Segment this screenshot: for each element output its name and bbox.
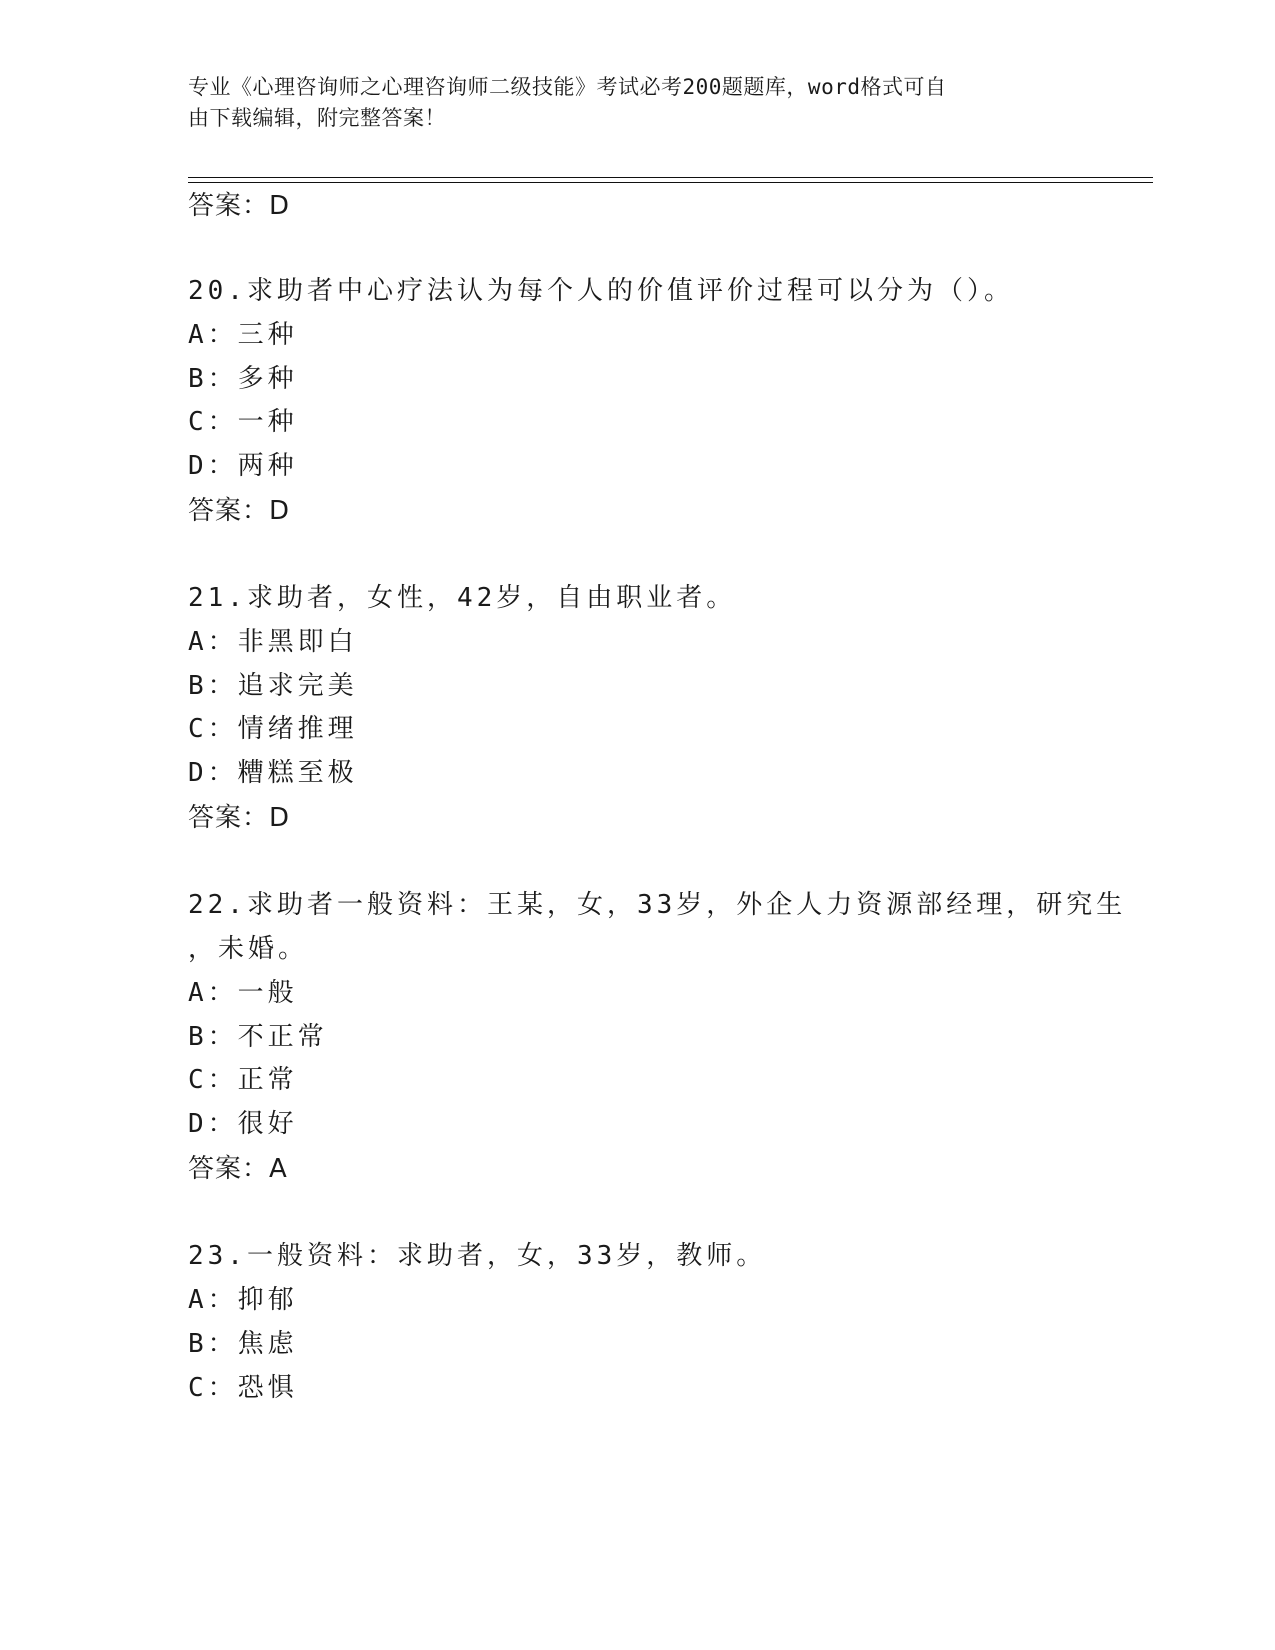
header-line-1: 专业《心理咨询师之心理咨询师二级技能》考试必考200题题库，word格式可自 [188, 75, 947, 99]
question-21-option-a: A：非黑即白 [188, 627, 358, 657]
question-22-option-c: C：正常 [188, 1065, 298, 1095]
question-20-option-c: C：一种 [188, 407, 298, 437]
answer-22: 答案：A [188, 1154, 288, 1184]
question-20-option-a: A：三种 [188, 320, 298, 350]
question-23-option-c: C：恐惧 [188, 1373, 298, 1403]
answer-19: 答案：D [188, 191, 291, 221]
question-21-option-c: C：情绪推理 [188, 714, 358, 744]
question-22-stem-line-1: 22.求助者一般资料：王某，女，33岁，外企人力资源部经理，研究生 [188, 890, 1127, 920]
answer-20: 答案：D [188, 496, 291, 526]
question-20-option-b: B：多种 [188, 364, 298, 394]
question-22-option-b: B：不正常 [188, 1022, 328, 1052]
question-22-stem-line-2: ，未婚。 [188, 934, 309, 964]
header-divider-top [188, 177, 1153, 178]
question-22-option-a: A：一般 [188, 978, 298, 1008]
header-line-2: 由下载编辑，附完整答案！ [188, 106, 446, 130]
question-23-option-b: B：焦虑 [188, 1329, 298, 1359]
document-header [188, 72, 1068, 134]
question-20-option-d: D：两种 [188, 451, 298, 481]
question-21-option-d: D：糟糕至极 [188, 758, 358, 788]
header-divider-bottom [188, 182, 1153, 183]
question-23-stem: 23.一般资料：求助者，女，33岁，教师。 [188, 1241, 767, 1271]
question-21-stem: 21.求助者，女性，42岁，自由职业者。 [188, 583, 737, 613]
question-20-stem: 20.求助者中心疗法认为每个人的价值评价过程可以分为（）。 [188, 276, 1014, 306]
answer-21: 答案：D [188, 803, 291, 833]
question-21-option-b: B：追求完美 [188, 671, 358, 701]
question-22-option-d: D：很好 [188, 1109, 298, 1139]
question-23-option-a: A：抑郁 [188, 1285, 298, 1315]
